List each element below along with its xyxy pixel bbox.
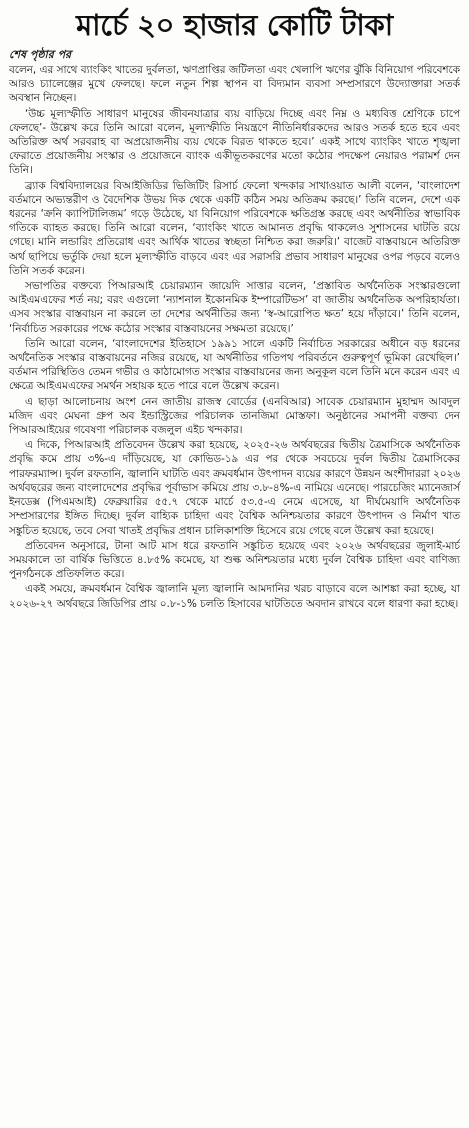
paragraph: এ ছাড়া আলোচনায় অংশ নেন জাতীয় রাজস্ব বোর্ডের (এনবিআর) সাবেক চেয়ারম্যান মুহাম্মদ আবদুল মজিদ এবং মেঘনা গ্রুপ অব ইন্ডাস্ট্রিজের পরিচালক তানজিমা মোস্তফা। অনুষ্ঠানের সমাপনী বক্তব্য দেন পিআরআইয়ের গবেষণা পরিচালক বজলুল এইচ খন্দকার।: [9, 395, 460, 437]
article-body: [9, 63, 460, 611]
paragraph: একই সময়ে, ক্রমবর্ধমান বৈশ্বিক জ্বালানি মূল্য জ্বালানি আমদানির খরচ বাড়াবে বলে আশঙ্কা করা হচ্ছে, যা ২০২৬-২৭ অর্থবছরে জিডিপির প্রায় ০.৮-১% চলতি হিসাবের ঘাটতিতে অবদান রাখবে বলে ধারণা করা হচ্ছে।: [9, 583, 460, 610]
continued-from-label: শেষ পৃষ্ঠার পর: [9, 48, 72, 61]
paragraph: ‘উচ্চ মূল্যস্ফীতি সাধারণ মানুষের জীবনযাত্রার ব্যয় বাড়িয়ে দিচ্ছে এবং নিম্ন ও মধ্যবিত্ত শ্রেণিকে চাপে ফেলছে’- উল্লেখ করে তিনি আরো বলেন, মূল্যস্ফীতি নিয়ন্ত্রণে নীতিনির্ধারকদের আরও সতর্ক হতে হবে এবং অতিরিক্ত অর্থ সরবরাহ বা অপ্রয়োজনীয় ব্যয় থেকে বিরত থাকতে হবে।’ একই সাথে ব্যাংকিং খাতে শৃঙ্খলা ফেরাতে প্রয়োজনীয় সংস্কার ও প্রয়োজনে ব্যাংক একীভূতকরণের মতো কঠোর পদক্ষেপ নেয়ারও পরামর্শ দেন তিনি।: [9, 107, 460, 177]
paragraph: সভাপতির বক্তব্যে পিআরআই চেয়ারম্যান জায়েদি সাত্তার বলেন, ‘প্রস্তাবিত অর্থনৈতিক সংস্কারগুলো আইএমএফের শর্ত নয়; বরং এগুলো ‘ন্যাশনাল ইকোনমিক ইম্পারেটিভস’ বা জাতীয় অর্থনৈতিক অপরিহার্যতা। এসব সংস্কার বাস্তবায়ন না করলে তা দেশের অর্থনীতির জন্য ‘স্ব-আরোপিত ক্ষত’ হয়ে দাঁড়াবে।’ তিনি বলেন, ‘নির্বাচিত সরকারের পক্ষে কঠোর সংস্কার বাস্তবায়নের সক্ষমতা রয়েছে।’: [9, 280, 460, 335]
paragraph: তিনি আরো বলেন, ‘বাংলাদেশের ইতিহাসে ১৯৯১ সালে একটি নির্বাচিত সরকারের অধীনে বড় ধরনের অর্থনৈতিক সংস্কার বাস্তবায়নের নজির রয়েছে, যা অর্থনীতির গতিপথ পরিবর্তনে গুরুত্বপূর্ণ ভূমিকা রেখেছিল।’ বর্তমান পরিস্থিতিও তেমন গভীর ও কাঠামোগত সংস্কার বাস্তবায়নের জন্য অনুকূল বলে তিনি মনে করেন এবং এ ক্ষেত্রে আইএমএফের সমর্থন সহায়ক হতে পারে বলে উল্লেখ করেন।: [9, 337, 460, 393]
paragraph: প্রতিবেদন অনুসারে, টানা আট মাস ধরে রফতানি সঙ্কুচিত হয়েছে এবং ২০২৬ অর্থবছরের জুলাই-মার্চ সময়কালে তা বার্ষিক ভিত্তিতে ৪.৮৫% কমেছে, যা শুল্ক অনিশ্চয়তার মধ্যে দুর্বল বৈশ্বিক চাহিদা এবং বাণিজ্য পুনর্গঠনকে প্রতিফলিত করে।: [9, 539, 460, 581]
paragraph: বলেন, এর সাথে ব্যাংকিং খাতের দুর্বলতা, ঋণপ্রাপ্তির জটিলতা এবং খেলাপি ঋণের ঝুঁকি বিনিয়োগ পরিবেশকে আরও চ্যালেঞ্জের মুখে ফেলছে। ফলে নতুন শিল্প স্থাপন বা বিদ্যমান ব্যবসা সম্প্রসারণে উদ্যোক্তারা সতর্ক অবস্থান নিচ্ছেন।: [9, 64, 460, 105]
paragraph: ব্র্যাক বিশ্ববিদ্যালয়ের বিআইজিডির ভিজিটিং রিসার্চ ফেলো খন্দকার সাখাওয়াত আলী বলেন, ‘বাংলাদেশ বর্তমানে অভ্যন্তরীণ ও বৈদেশিক উভয় দিক থেকে একটি কঠিন সময় অতিক্রম করছে।’ তিনি বলেন, দেশে এক ধরনের ‘ক্রনি ক্যাপিটালিজম’ গড়ে উঠেছে, যা বিনিয়োগ পরিবেশকে ক্ষতিগ্রস্ত করছে এবং অর্থনীতির স্বাভাবিক গতিকে ব্যাহত করছে। তিনি আরো বলেন, ‘ব্যাংকিং খাতে আমানত প্রবৃদ্ধি থাকলেও সুশাসনের ঘাটতি রয়ে গেছে। মানি লন্ডারিং প্রতিরোধ এবং আর্থিক খাতের স্বচ্ছতা নিশ্চিত করা জরুরি।’ বাজেট বাস্তবায়নে অতিরিক্ত অর্থ ছাপিয়ে ভর্তুকি দেয়া হলে মূল্যস্ফীতি বাড়বে এবং এর সরাসরি প্রভাব সাধারণ মানুষের ওপর পড়বে বলেও তিনি সতর্ক করেন।: [9, 179, 460, 277]
paragraph: এ দিকে, পিআরআই প্রতিবেদন উল্লেখ করা হয়েছে, ২০২৫-২৬ অর্থবছরের দ্বিতীয় ত্রৈমাসিকে অর্থনৈতিক প্রবৃদ্ধি কমে প্রায় ৩%-এ দাঁড়িয়েছে, যা কোভিড-১৯ এর পর থেকে সবচেয়ে দুর্বল দ্বিতীয় ত্রৈমাসিকের পারফরম্যান্স। দুর্বল রফতানি, জ্বালানি ঘাটতি এবং ক্রমবর্ধমান উৎপাদন ব্যয়ের কারণে উন্নয়ন অংশীদাররা ২০২৬ অর্থবছরের জন্য বাংলাদেশের প্রবৃদ্ধির পূর্বাভাস কমিয়ে প্রায় ৩.৮-৪%-এ নামিয়ে এনেছে। পারচেজিং ম্যানেজার্স ইনডেক্স (পিএমআই) ফেব্রুয়ারির ৫৫.৭ থেকে মার্চে ৫৩.৫-এ নেমে এসেছে, যা দীর্ঘমেয়াদি অর্থনৈতিক সম্প্রসারণের ইঙ্গিত দিচ্ছে। দুর্বল বাহ্যিক চাহিদা এবং বৈশ্বিক অনিশ্চয়তার কারণে উৎপাদন ও নির্মাণ খাত সঙ্কুচিত হয়েছে, তবে সেবা খাতই প্রবৃদ্ধির প্রধান চালিকাশক্তি হিসেবে রয়ে গেছে বলে উল্লেখ করা হয়েছে।: [9, 439, 460, 537]
headline: মার্চে ২০ হাজার কোটি টাকা: [76, 8, 393, 42]
